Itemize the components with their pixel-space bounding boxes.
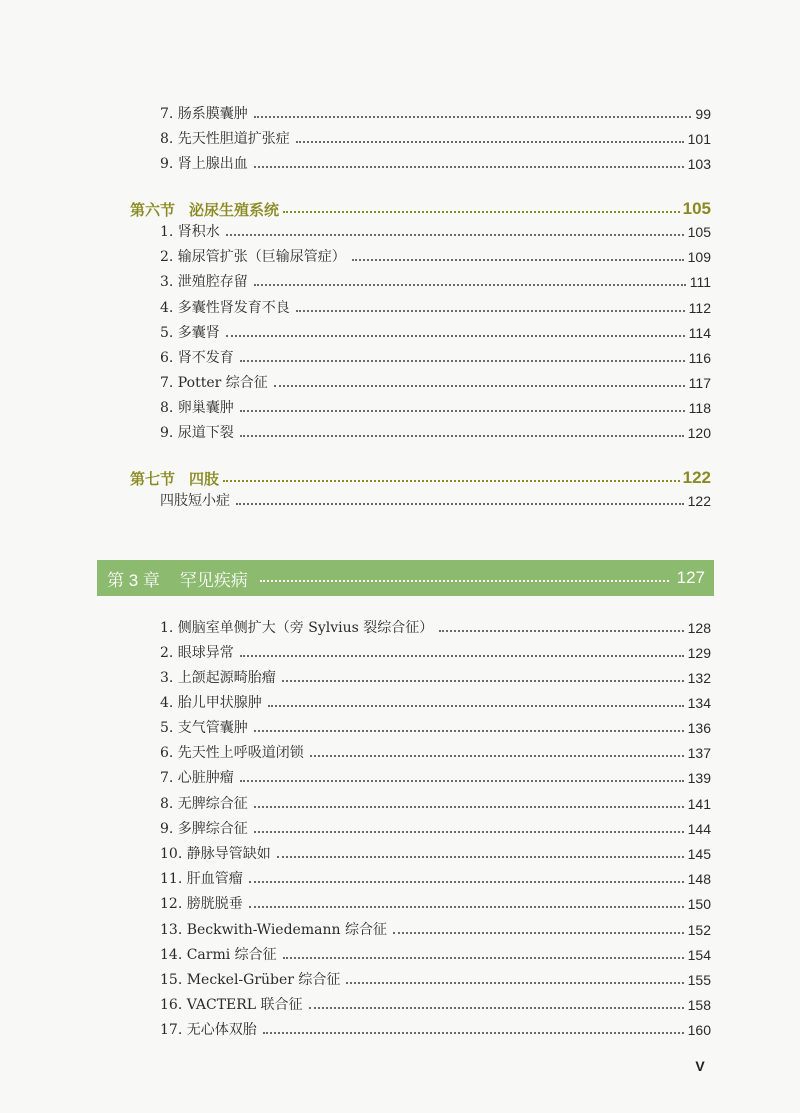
section-number: 第六节 bbox=[130, 201, 176, 219]
entry-page: 129 bbox=[687, 645, 711, 661]
dot-leader bbox=[240, 434, 684, 437]
entry-label: 16. VACTERL 联合征 bbox=[160, 997, 303, 1013]
toc-entry[interactable] bbox=[160, 666, 711, 690]
entry-label: 四肢短小症 bbox=[160, 493, 230, 509]
entry-page: 155 bbox=[687, 972, 711, 988]
entry-label: 2. 眼球异常 bbox=[160, 645, 234, 661]
entry-label: 14. Carmi 综合征 bbox=[160, 947, 277, 963]
dot-leader bbox=[310, 754, 684, 757]
entry-page: 118 bbox=[688, 400, 711, 416]
toc-entry[interactable] bbox=[160, 220, 711, 244]
toc-entry[interactable] bbox=[160, 993, 711, 1017]
toc-entry[interactable] bbox=[160, 296, 711, 320]
toc-entry[interactable] bbox=[160, 1018, 711, 1042]
entry-label: 4. 胎儿甲状腺肿 bbox=[160, 695, 262, 711]
entry-page: 132 bbox=[687, 670, 711, 686]
entry-label: 7. 心脏肿瘤 bbox=[160, 770, 234, 786]
entry-page: 137 bbox=[687, 745, 711, 761]
toc-entry[interactable] bbox=[160, 102, 711, 126]
toc-entry[interactable] bbox=[160, 152, 711, 176]
entry-page: 150 bbox=[687, 896, 711, 912]
dot-leader bbox=[283, 210, 680, 213]
section-title: 泌尿生殖系统 bbox=[189, 201, 280, 219]
dot-leader bbox=[296, 140, 684, 143]
entry-page: 145 bbox=[687, 846, 711, 862]
toc-entry[interactable] bbox=[160, 321, 711, 345]
entry-label: 1. 肾积水 bbox=[160, 224, 220, 240]
toc-entry[interactable] bbox=[160, 346, 711, 370]
toc-entry[interactable] bbox=[160, 421, 711, 445]
dot-leader bbox=[254, 830, 684, 833]
entry-page: 105 bbox=[687, 224, 711, 240]
chapter-title: 罕见疾病 bbox=[179, 570, 248, 590]
entry-label: 5. 支气管囊肿 bbox=[160, 720, 248, 736]
toc-entry[interactable] bbox=[160, 918, 711, 942]
dot-leader bbox=[226, 334, 685, 337]
dot-leader bbox=[240, 779, 684, 782]
entry-page: 136 bbox=[687, 720, 711, 736]
entry-label: 8. 先天性胆道扩张症 bbox=[160, 131, 290, 147]
entry-page: 112 bbox=[688, 300, 711, 316]
dot-leader bbox=[223, 479, 680, 482]
toc-entry[interactable] bbox=[160, 741, 711, 765]
entry-label: 8. 无脾综合征 bbox=[160, 796, 248, 812]
entry-label: 11. 肝血管瘤 bbox=[160, 871, 243, 887]
dot-leader bbox=[249, 880, 684, 883]
entry-label: 6. 先天性上呼吸道闭锁 bbox=[160, 745, 304, 761]
dot-leader bbox=[282, 679, 684, 682]
chapter-number: 第 3 章 bbox=[107, 570, 160, 590]
entry-label: 6. 肾不发育 bbox=[160, 350, 234, 366]
toc-entry[interactable] bbox=[160, 396, 711, 420]
dot-leader bbox=[254, 115, 692, 118]
entry-page: 158 bbox=[687, 997, 711, 1013]
entry-page: 116 bbox=[688, 350, 711, 366]
toc-entry[interactable] bbox=[160, 817, 711, 841]
section-title: 四肢 bbox=[189, 470, 220, 488]
entry-label: 3. 上颌起源畸胎瘤 bbox=[160, 670, 276, 686]
dot-leader bbox=[263, 1031, 684, 1034]
entry-page: 99 bbox=[695, 106, 711, 122]
entry-page: 103 bbox=[687, 156, 711, 172]
entry-page: 134 bbox=[687, 695, 711, 711]
dot-leader bbox=[260, 579, 669, 582]
entry-page: 114 bbox=[688, 325, 711, 341]
dot-leader bbox=[254, 165, 684, 168]
entry-page: 152 bbox=[687, 922, 711, 938]
dot-leader bbox=[352, 258, 684, 261]
entry-label: 7. Potter 综合征 bbox=[160, 375, 268, 391]
entry-page: 154 bbox=[687, 947, 711, 963]
toc-entry[interactable] bbox=[160, 270, 711, 294]
toc-entry[interactable] bbox=[160, 489, 711, 513]
dot-leader bbox=[254, 729, 684, 732]
dot-leader bbox=[249, 905, 684, 908]
dot-leader bbox=[277, 855, 684, 858]
entry-label: 3. 泄殖腔存留 bbox=[160, 274, 248, 290]
toc-entry[interactable] bbox=[160, 842, 711, 866]
dot-leader bbox=[236, 502, 684, 505]
toc-entry[interactable] bbox=[160, 641, 711, 665]
dot-leader bbox=[254, 283, 686, 286]
toc-entry[interactable] bbox=[160, 716, 711, 740]
section-heading-6[interactable] bbox=[130, 196, 711, 222]
entry-label: 5. 多囊肾 bbox=[160, 325, 220, 341]
dot-leader bbox=[240, 654, 684, 657]
dot-leader bbox=[240, 359, 685, 362]
chapter-page: 127 bbox=[676, 568, 705, 587]
dot-leader bbox=[309, 1006, 684, 1009]
toc-entry[interactable] bbox=[160, 867, 711, 891]
toc-entry[interactable] bbox=[160, 616, 711, 640]
entry-label: 4. 多囊性肾发育不良 bbox=[160, 300, 290, 316]
toc-entry[interactable] bbox=[160, 766, 711, 790]
toc-entry[interactable] bbox=[160, 245, 711, 269]
entry-label: 8. 卵巢囊肿 bbox=[160, 400, 234, 416]
entry-page: 122 bbox=[687, 493, 711, 509]
toc-entry[interactable] bbox=[160, 371, 711, 395]
dot-leader bbox=[439, 629, 683, 632]
toc-entry[interactable] bbox=[160, 127, 711, 151]
entry-page: 141 bbox=[687, 796, 711, 812]
dot-leader bbox=[296, 309, 685, 312]
entry-page: 120 bbox=[687, 425, 711, 441]
entry-label: 2. 输尿管扩张（巨输尿管症） bbox=[160, 249, 346, 265]
toc-entry[interactable] bbox=[160, 892, 711, 916]
dot-leader bbox=[283, 956, 684, 959]
dot-leader bbox=[240, 409, 685, 412]
toc-entry[interactable] bbox=[160, 943, 711, 967]
entry-label: 9. 尿道下裂 bbox=[160, 425, 234, 441]
page-number: V bbox=[695, 1058, 705, 1074]
section-page: 122 bbox=[682, 468, 711, 487]
toc-entry[interactable] bbox=[160, 691, 711, 715]
section-heading-7[interactable] bbox=[130, 465, 711, 491]
entry-page: 144 bbox=[687, 821, 711, 837]
dot-leader bbox=[346, 981, 683, 984]
entry-label: 7. 肠系膜囊肿 bbox=[160, 106, 248, 122]
entry-label: 17. 无心体双胎 bbox=[160, 1022, 257, 1038]
section-number: 第七节 bbox=[130, 470, 176, 488]
entry-page: 160 bbox=[687, 1022, 711, 1038]
entry-label: 9. 肾上腺出血 bbox=[160, 156, 248, 172]
dot-leader bbox=[268, 704, 684, 707]
entry-page: 117 bbox=[688, 375, 711, 391]
chapter-heading-3[interactable] bbox=[97, 560, 714, 596]
entry-label: 13. Beckwith-Wiedemann 综合征 bbox=[160, 922, 387, 938]
dot-leader bbox=[226, 233, 684, 236]
entry-page: 148 bbox=[687, 871, 711, 887]
dot-leader bbox=[393, 931, 684, 934]
entry-label: 12. 膀胱脱垂 bbox=[160, 896, 243, 912]
toc-entry[interactable] bbox=[160, 968, 711, 992]
entry-page: 101 bbox=[687, 131, 711, 147]
dot-leader bbox=[274, 384, 685, 387]
entry-label: 9. 多脾综合征 bbox=[160, 821, 248, 837]
entry-page: 111 bbox=[689, 274, 711, 290]
entry-label: 10. 静脉导管缺如 bbox=[160, 846, 271, 862]
entry-label: 1. 侧脑室单侧扩大（旁 Sylvius 裂综合征） bbox=[160, 620, 434, 636]
entry-page: 128 bbox=[687, 620, 711, 636]
entry-page: 139 bbox=[687, 770, 711, 786]
entry-label: 15. Meckel-Grüber 综合征 bbox=[160, 972, 341, 988]
entry-page: 109 bbox=[687, 249, 711, 265]
toc-entry[interactable] bbox=[160, 792, 711, 816]
dot-leader bbox=[254, 805, 684, 808]
section-page: 105 bbox=[682, 199, 711, 218]
